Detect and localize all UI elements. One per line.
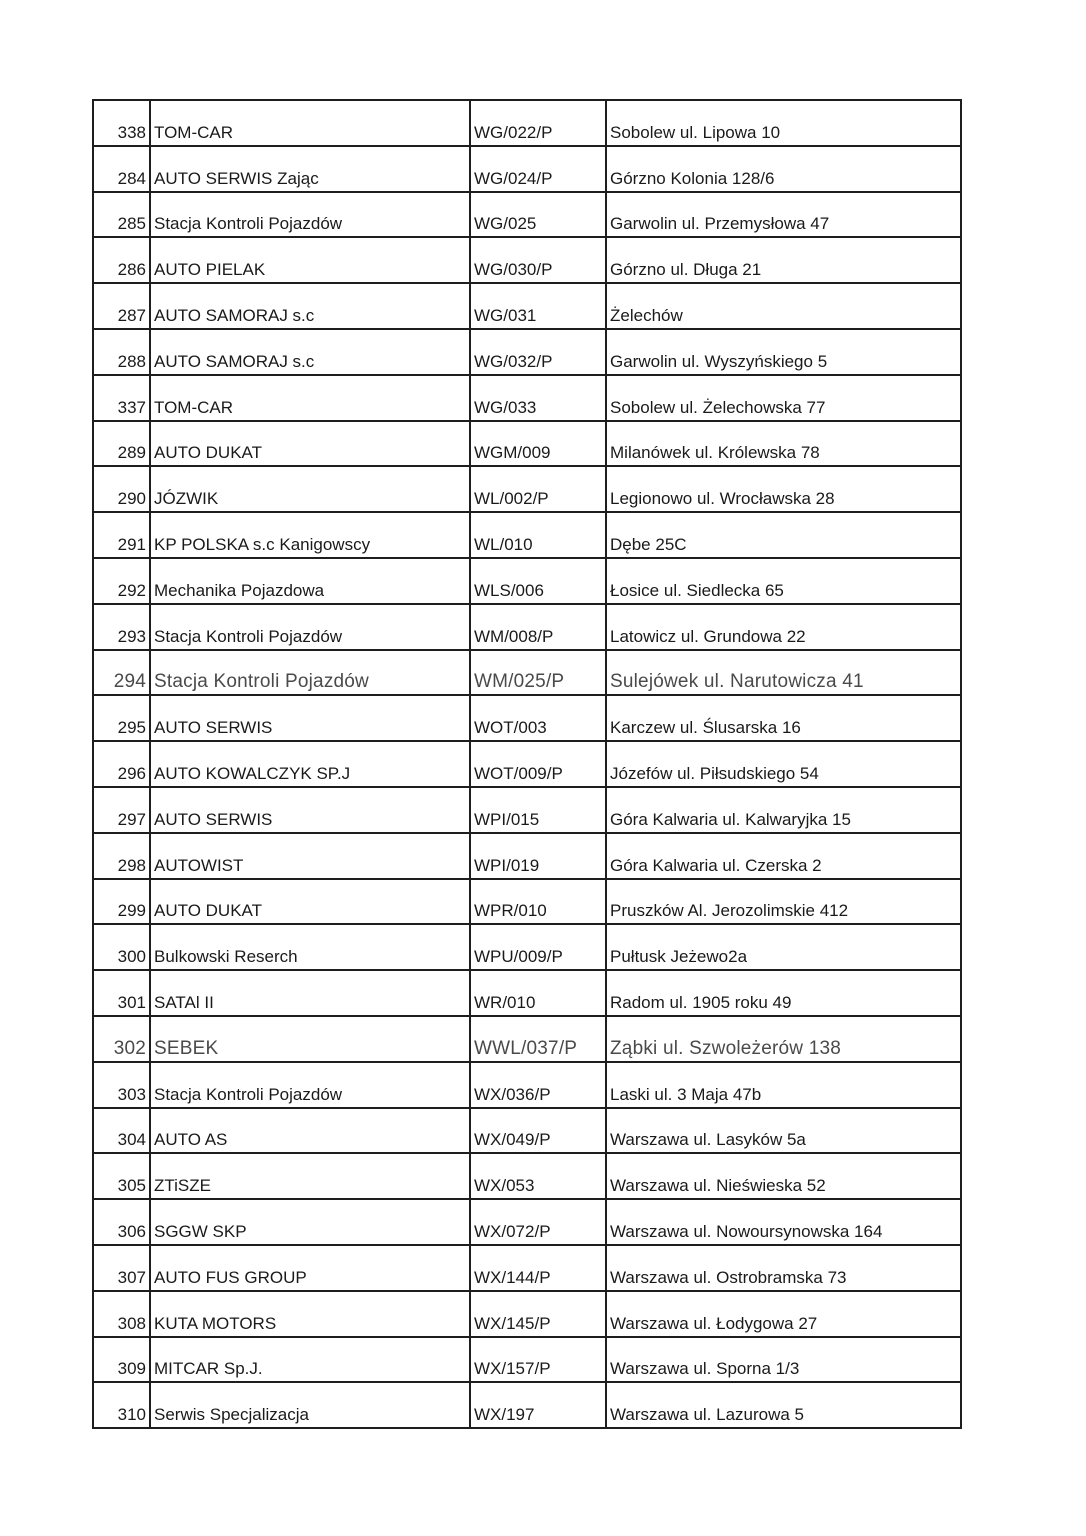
table-row bbox=[93, 192, 961, 238]
row-number-cell: 309 bbox=[93, 1337, 150, 1383]
station-code-cell: WL/010 bbox=[470, 512, 606, 558]
station-name-cell: AUTO PIELAK bbox=[150, 237, 470, 283]
station-code-cell: WX/072/P bbox=[470, 1199, 606, 1245]
row-number-cell: 285 bbox=[93, 192, 150, 238]
station-address-cell: Radom ul. 1905 roku 49 bbox=[606, 970, 961, 1016]
station-code-cell: WPR/010 bbox=[470, 879, 606, 925]
station-name-cell: AUTO AS bbox=[150, 1108, 470, 1154]
vehicle-inspection-stations-table bbox=[92, 99, 962, 1429]
table-row bbox=[93, 1108, 961, 1154]
station-code-cell: WOT/009/P bbox=[470, 741, 606, 787]
table-row bbox=[93, 1016, 961, 1062]
station-address-cell: Milanówek ul. Królewska 78 bbox=[606, 421, 961, 467]
table-row bbox=[93, 329, 961, 375]
station-address-cell: Dębe 25C bbox=[606, 512, 961, 558]
table-row bbox=[93, 741, 961, 787]
row-number-cell: 303 bbox=[93, 1062, 150, 1108]
table-row bbox=[93, 375, 961, 421]
row-number-cell: 306 bbox=[93, 1199, 150, 1245]
station-address-cell: Pruszków Al. Jerozolimskie 412 bbox=[606, 879, 961, 925]
station-address-cell: Pułtusk Jeżewo2a bbox=[606, 924, 961, 970]
station-code-cell: WX/049/P bbox=[470, 1108, 606, 1154]
station-code-cell: WG/030/P bbox=[470, 237, 606, 283]
station-code-cell: WG/025 bbox=[470, 192, 606, 238]
station-code-cell: WGM/009 bbox=[470, 421, 606, 467]
station-code-cell: WWL/037/P bbox=[470, 1016, 606, 1062]
station-code-cell: WX/197 bbox=[470, 1382, 606, 1428]
table-row bbox=[93, 421, 961, 467]
station-address-cell: Warszawa ul. Nieświeska 52 bbox=[606, 1153, 961, 1199]
station-code-cell: WLS/006 bbox=[470, 558, 606, 604]
row-number-cell: 296 bbox=[93, 741, 150, 787]
station-name-cell: JÓZWIK bbox=[150, 466, 470, 512]
station-name-cell: AUTO SERWIS Zając bbox=[150, 146, 470, 192]
station-address-cell: Legionowo ul. Wrocławska 28 bbox=[606, 466, 961, 512]
station-address-cell: Warszawa ul. Lazurowa 5 bbox=[606, 1382, 961, 1428]
row-number-cell: 284 bbox=[93, 146, 150, 192]
station-code-cell: WPU/009/P bbox=[470, 924, 606, 970]
row-number-cell: 294 bbox=[93, 650, 150, 696]
station-name-cell: Stacja Kontroli Pojazdów bbox=[150, 1062, 470, 1108]
station-name-cell: Stacja Kontroli Pojazdów bbox=[150, 192, 470, 238]
table-row bbox=[93, 970, 961, 1016]
station-code-cell: WX/145/P bbox=[470, 1291, 606, 1337]
row-number-cell: 288 bbox=[93, 329, 150, 375]
station-address-cell: Łosice ul. Siedlecka 65 bbox=[606, 558, 961, 604]
table-row bbox=[93, 1199, 961, 1245]
table-row bbox=[93, 100, 961, 146]
station-code-cell: WG/033 bbox=[470, 375, 606, 421]
station-name-cell: Mechanika Pojazdowa bbox=[150, 558, 470, 604]
station-address-cell: Górzno Kolonia 128/6 bbox=[606, 146, 961, 192]
station-code-cell: WG/024/P bbox=[470, 146, 606, 192]
station-code-cell: WG/031 bbox=[470, 283, 606, 329]
row-number-cell: 337 bbox=[93, 375, 150, 421]
row-number-cell: 307 bbox=[93, 1245, 150, 1291]
station-name-cell: Stacja Kontroli Pojazdów bbox=[150, 650, 470, 696]
table-row bbox=[93, 283, 961, 329]
station-address-cell: Warszawa ul. Ostrobramska 73 bbox=[606, 1245, 961, 1291]
station-name-cell: KP POLSKA s.c Kanigowscy bbox=[150, 512, 470, 558]
table-row bbox=[93, 1062, 961, 1108]
station-code-cell: WX/157/P bbox=[470, 1337, 606, 1383]
station-code-cell: WPI/019 bbox=[470, 833, 606, 879]
table-row bbox=[93, 650, 961, 696]
table-row bbox=[93, 604, 961, 650]
row-number-cell: 310 bbox=[93, 1382, 150, 1428]
station-address-cell: Garwolin ul. Przemysłowa 47 bbox=[606, 192, 961, 238]
table-row bbox=[93, 1291, 961, 1337]
station-code-cell: WX/036/P bbox=[470, 1062, 606, 1108]
station-address-cell: Warszawa ul. Łodygowa 27 bbox=[606, 1291, 961, 1337]
table-body bbox=[93, 100, 961, 1428]
station-address-cell: Latowicz ul. Grundowa 22 bbox=[606, 604, 961, 650]
station-name-cell: KUTA MOTORS bbox=[150, 1291, 470, 1337]
row-number-cell: 338 bbox=[93, 100, 150, 146]
row-number-cell: 291 bbox=[93, 512, 150, 558]
row-number-cell: 300 bbox=[93, 924, 150, 970]
station-address-cell: Góra Kalwaria ul. Kalwaryjka 15 bbox=[606, 787, 961, 833]
station-address-cell: Góra Kalwaria ul. Czerska 2 bbox=[606, 833, 961, 879]
table-row bbox=[93, 879, 961, 925]
station-address-cell: Józefów ul. Piłsudskiego 54 bbox=[606, 741, 961, 787]
table-row bbox=[93, 787, 961, 833]
row-number-cell: 297 bbox=[93, 787, 150, 833]
station-address-cell: Sulejówek ul. Narutowicza 41 bbox=[606, 650, 961, 696]
station-name-cell: ZTiSZE bbox=[150, 1153, 470, 1199]
station-address-cell: Warszawa ul. Sporna 1/3 bbox=[606, 1337, 961, 1383]
station-name-cell: Bulkowski Reserch bbox=[150, 924, 470, 970]
station-code-cell: WM/025/P bbox=[470, 650, 606, 696]
station-name-cell: AUTO FUS GROUP bbox=[150, 1245, 470, 1291]
station-code-cell: WM/008/P bbox=[470, 604, 606, 650]
station-code-cell: WG/022/P bbox=[470, 100, 606, 146]
station-name-cell: AUTO SERWIS bbox=[150, 695, 470, 741]
station-name-cell: AUTO SAMORAJ s.c bbox=[150, 283, 470, 329]
table-row bbox=[93, 1245, 961, 1291]
row-number-cell: 292 bbox=[93, 558, 150, 604]
station-address-cell: Sobolew ul. Żelechowska 77 bbox=[606, 375, 961, 421]
station-code-cell: WL/002/P bbox=[470, 466, 606, 512]
row-number-cell: 298 bbox=[93, 833, 150, 879]
station-name-cell: SATAl II bbox=[150, 970, 470, 1016]
station-name-cell: SEBEK bbox=[150, 1016, 470, 1062]
station-code-cell: WX/053 bbox=[470, 1153, 606, 1199]
station-address-cell: Warszawa ul. Lasyków 5a bbox=[606, 1108, 961, 1154]
station-name-cell: AUTO KOWALCZYK SP.J bbox=[150, 741, 470, 787]
row-number-cell: 305 bbox=[93, 1153, 150, 1199]
row-number-cell: 308 bbox=[93, 1291, 150, 1337]
station-name-cell: Stacja Kontroli Pojazdów bbox=[150, 604, 470, 650]
station-code-cell: WX/144/P bbox=[470, 1245, 606, 1291]
table-row bbox=[93, 237, 961, 283]
station-name-cell: TOM-CAR bbox=[150, 100, 470, 146]
table-row bbox=[93, 695, 961, 741]
station-name-cell: AUTO SERWIS bbox=[150, 787, 470, 833]
row-number-cell: 302 bbox=[93, 1016, 150, 1062]
row-number-cell: 287 bbox=[93, 283, 150, 329]
row-number-cell: 290 bbox=[93, 466, 150, 512]
station-name-cell: Serwis Specjalizacja bbox=[150, 1382, 470, 1428]
row-number-cell: 289 bbox=[93, 421, 150, 467]
row-number-cell: 286 bbox=[93, 237, 150, 283]
station-address-cell: Laski ul. 3 Maja 47b bbox=[606, 1062, 961, 1108]
station-name-cell: SGGW SKP bbox=[150, 1199, 470, 1245]
table-row bbox=[93, 512, 961, 558]
station-address-cell: Ząbki ul. Szwoleżerów 138 bbox=[606, 1016, 961, 1062]
station-name-cell: AUTO DUKAT bbox=[150, 421, 470, 467]
table-row bbox=[93, 1153, 961, 1199]
station-address-cell: Warszawa ul. Nowoursynowska 164 bbox=[606, 1199, 961, 1245]
station-address-cell: Sobolew ul. Lipowa 10 bbox=[606, 100, 961, 146]
station-name-cell: AUTO SAMORAJ s.c bbox=[150, 329, 470, 375]
table-row bbox=[93, 1382, 961, 1428]
row-number-cell: 301 bbox=[93, 970, 150, 1016]
table-row bbox=[93, 146, 961, 192]
table-row bbox=[93, 924, 961, 970]
row-number-cell: 295 bbox=[93, 695, 150, 741]
station-code-cell: WPI/015 bbox=[470, 787, 606, 833]
table-row bbox=[93, 466, 961, 512]
table-row bbox=[93, 558, 961, 604]
station-code-cell: WOT/003 bbox=[470, 695, 606, 741]
table-row bbox=[93, 833, 961, 879]
station-address-cell: Karczew ul. Ślusarska 16 bbox=[606, 695, 961, 741]
station-code-cell: WR/010 bbox=[470, 970, 606, 1016]
station-name-cell: AUTOWIST bbox=[150, 833, 470, 879]
station-name-cell: TOM-CAR bbox=[150, 375, 470, 421]
table-row bbox=[93, 1337, 961, 1383]
station-code-cell: WG/032/P bbox=[470, 329, 606, 375]
station-address-cell: Garwolin ul. Wyszyńskiego 5 bbox=[606, 329, 961, 375]
station-name-cell: AUTO DUKAT bbox=[150, 879, 470, 925]
row-number-cell: 293 bbox=[93, 604, 150, 650]
station-address-cell: Górzno ul. Długa 21 bbox=[606, 237, 961, 283]
station-address-cell: Żelechów bbox=[606, 283, 961, 329]
station-name-cell: MITCAR Sp.J. bbox=[150, 1337, 470, 1383]
row-number-cell: 299 bbox=[93, 879, 150, 925]
row-number-cell: 304 bbox=[93, 1108, 150, 1154]
